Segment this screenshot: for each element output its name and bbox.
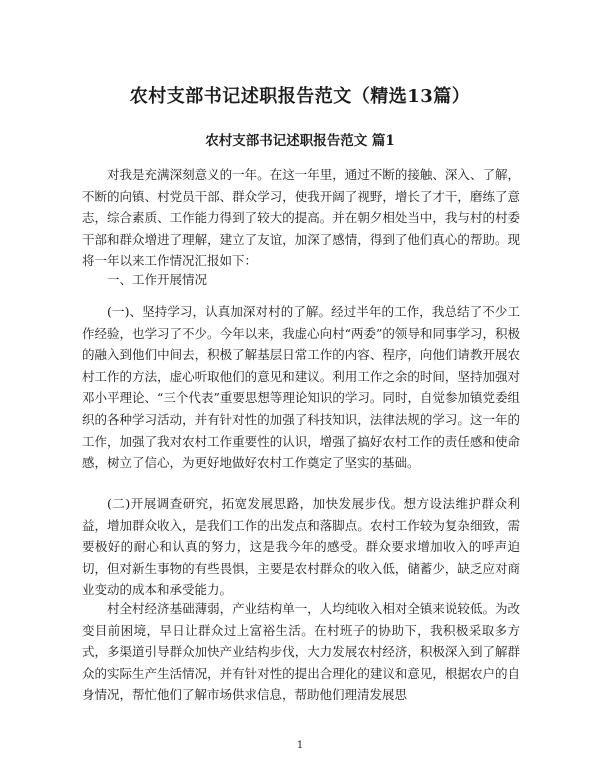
heading-work-progress: 一、工作开展情况 — [107, 272, 208, 287]
section-title: 农村支部书记述职报告范文 篇1 — [205, 133, 395, 149]
paragraph-intro: 对我是充满深刻意义的一年。在这一年里，通过不断的接触、深入、了解，不断的向镇、村党员干部、群众学习，使我开阔了视野，增长了才干，磨练了意志，综合素质、工作能力得到了较大的提高。并在朝夕相处当中，我与村的村委干部和群众增进了理解，建立了友谊，加深了感情，得到了他们真心的帮助。现将一年以来工作情况汇报如下： — [82, 167, 520, 269]
paragraph-economy: 村全村经济基础薄弱，产业结构单一，人均纯收入相对全镇来说较低。为改变目前困境，早日让群众过上富裕生活。在村班子的协助下，我积极采取多方式，多渠道引导群众加快产业结构步伐，大力发展农村经济，积极深入到了解群众的实际生产生活情况，并有针对性的提出合理化的建议和意见，根据农户的自身情况，帮忙他们了解市场供求信息，帮助他们理清发展思 — [82, 601, 520, 703]
page-number: 1 — [296, 740, 304, 751]
paragraph-research: (二)开展调查研究，拓宽发展思路，加快发展步伐。想方设法维护群众利益，增加群众收入，是我们工作的出发点和落脚点。农村工作较为复杂细致，需要极好的耐心和认真的努力，这是我今年的感受。群众要求增加收入的呼声迫切，但对新生事物的有些畏惧，主要是农村群众的收入低，储蓄少，缺乏应对商业变动的成本和承受能力。 — [82, 496, 520, 598]
document-title: 农村支部书记述职报告范文（精选13篇） — [129, 86, 471, 107]
paragraph-study: (一)、坚持学习，认真加深对村的了解。经过半年的工作，我总结了不少工作经验，也学习了不少。今年以来，我虚心向村“两委”的领导和同事学习，积极的融入到他们中间去，积极了解基层日常工作的内容、程序，向他们请教开展农村工作的方法，虚心听取他们的意见和建议。利用工作之余的时间，坚持加强对邓小平理论、“三个代表”重要思想等理论知识的学习。同时，自觉参加镇党委组织的各种学习活动，并有针对性的加强了科技知识，法律法规的学习。这一年的工作，加强了我对农村工作重要性的认识，增强了搞好农村工作的责任感和使命感，树立了信心，为更好地做好农村工作奠定了坚实的基础。 — [82, 304, 520, 471]
